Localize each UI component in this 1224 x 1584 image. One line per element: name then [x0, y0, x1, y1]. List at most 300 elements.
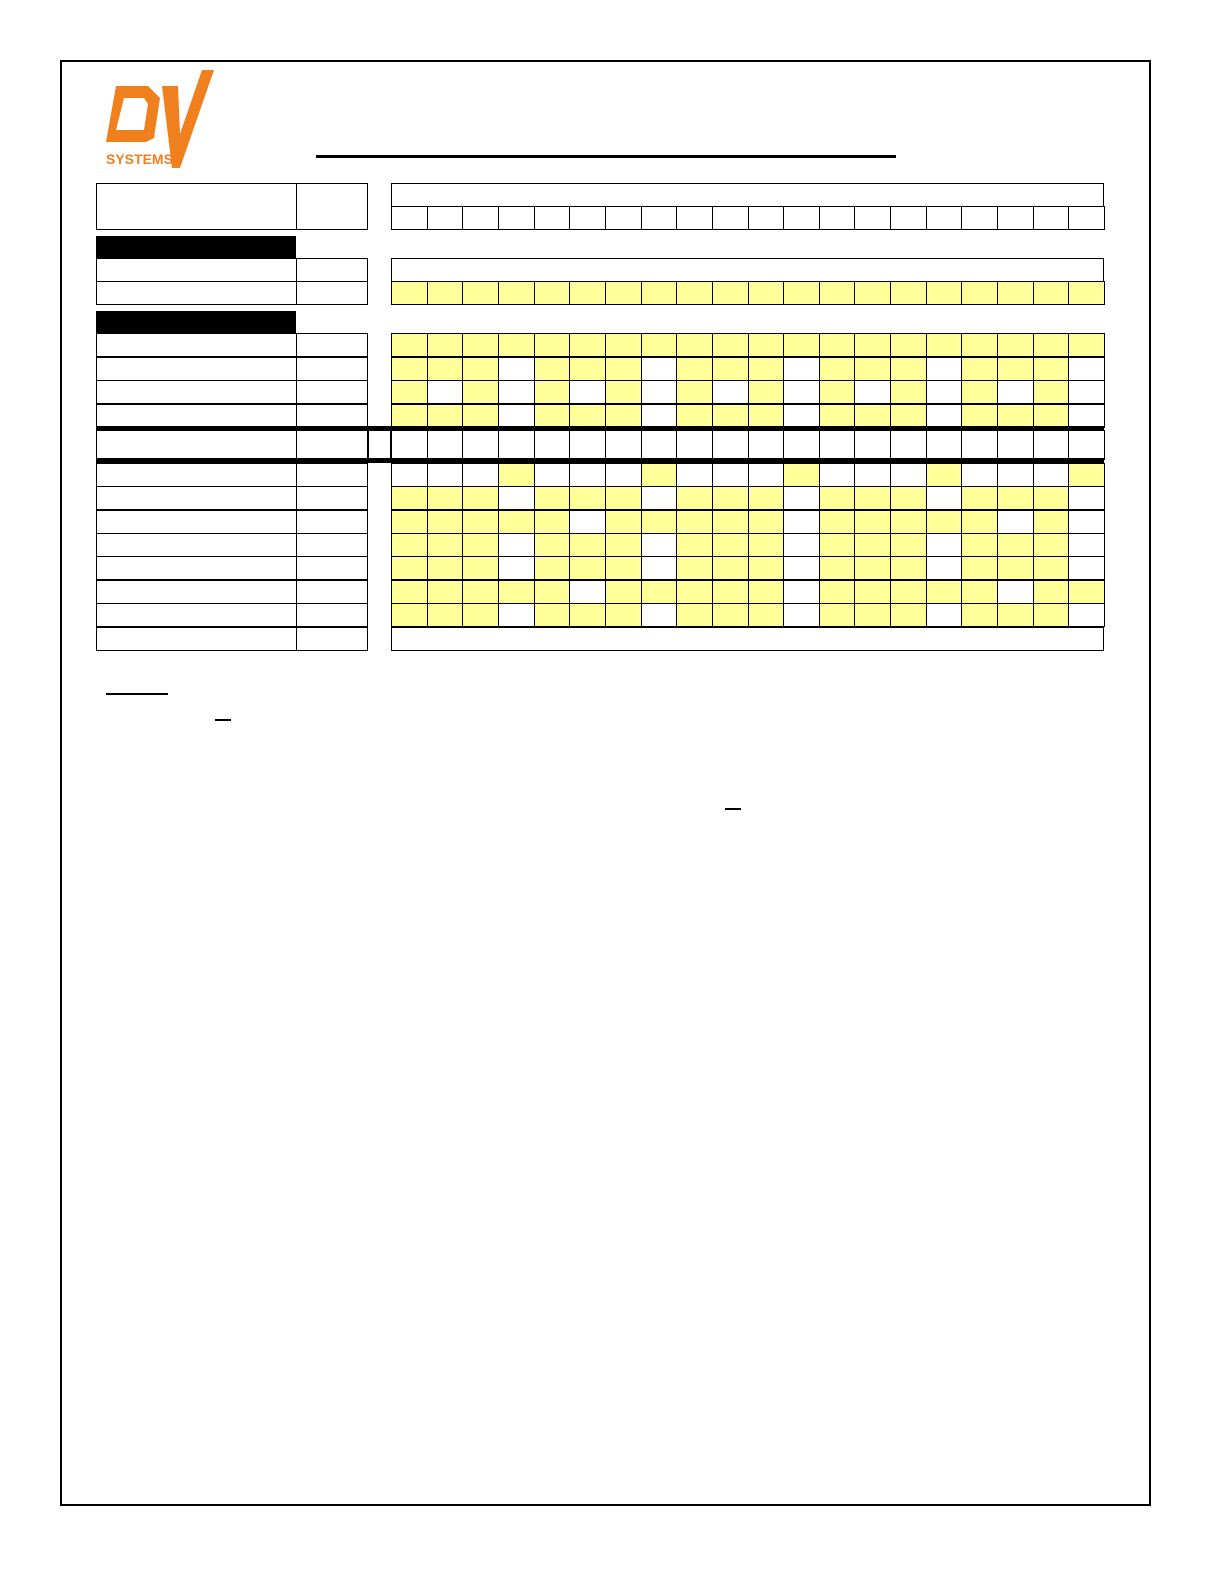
block-a-row-2-grid-col-16 [926, 357, 963, 381]
block-b-row-4-grid-col-8 [641, 533, 678, 557]
block-a-row-2-grid-col-4 [498, 357, 535, 381]
block-b-row-7-grid-col-3 [462, 603, 499, 627]
header-grid-col-13 [819, 206, 856, 230]
block-a-row-3-grid-col-20 [1068, 380, 1105, 404]
row-s1-2-grid-col-14 [854, 281, 891, 305]
block-a-row-4-grid-col-12 [783, 404, 820, 428]
block-b-row-3-grid-col-16 [926, 510, 963, 534]
block-a-row-3-grid-col-9 [676, 380, 713, 404]
note-mark-2 [725, 808, 741, 810]
block-b-row-2-grid-col-20 [1068, 486, 1105, 510]
block-b-row-2-grid-col-9 [676, 486, 713, 510]
block-a-row-1-grid-col-13 [819, 333, 856, 357]
block-a-row-1-grid-col-7 [605, 333, 642, 357]
block-a-row-4-grid-col-10 [712, 404, 749, 428]
row-s1-1-grid-span [391, 258, 1104, 282]
block-b-row-6-grid-col-20 [1068, 580, 1105, 604]
block-b-row-5-value-cell [296, 556, 368, 580]
block-b-row-7-grid-col-17 [961, 603, 998, 627]
row-s1-1-value-cell [296, 258, 368, 282]
header-grid-col-2 [427, 206, 464, 230]
block-a-row-3-grid-col-8 [641, 380, 678, 404]
block-b-row-5-grid-col-16 [926, 556, 963, 580]
block-b-row-4-label-cell [96, 533, 297, 557]
header-grid-col-1 [391, 206, 428, 230]
block-b-row-1-label-cell [96, 463, 297, 487]
block-b-row-5-grid-col-2 [427, 556, 464, 580]
block-a-row-2-grid-col-2 [427, 357, 464, 381]
block-b-row-7-grid-col-2 [427, 603, 464, 627]
block-b-row-1-grid-col-13 [819, 463, 856, 487]
block-a-row-2-grid-col-12 [783, 357, 820, 381]
block-a-row-1-grid-col-16 [926, 333, 963, 357]
spacer-row-grid-col-16 [926, 430, 963, 460]
block-a-row-1-grid-col-2 [427, 333, 464, 357]
block-a-row-3-grid-col-2 [427, 380, 464, 404]
block-a-row-1-grid-col-19 [1033, 333, 1070, 357]
block-b-row-1-grid-col-4 [498, 463, 535, 487]
block-a-row-4-grid-col-18 [997, 404, 1034, 428]
block-b-row-7-grid-col-12 [783, 603, 820, 627]
block-a-row-2-grid-col-8 [641, 357, 678, 381]
row-s1-2-label-cell [96, 281, 297, 305]
block-a-row-4-grid-col-16 [926, 404, 963, 428]
company-logo [104, 68, 220, 170]
block-b-row-7-grid-col-13 [819, 603, 856, 627]
row-s1-2-grid-col-4 [498, 281, 535, 305]
block-b-row-2-grid-col-15 [890, 486, 927, 510]
block-a-row-4-value-cell [296, 404, 368, 428]
block-a-row-3-grid-col-11 [748, 380, 785, 404]
spacer-row-grid-col-7 [605, 430, 642, 460]
block-b-row-6-grid-col-17 [961, 580, 998, 604]
row-s1-2-grid-col-10 [712, 281, 749, 305]
block-b-row-7-grid-col-1 [391, 603, 428, 627]
block-a-row-2-grid-col-9 [676, 357, 713, 381]
block-a-row-2-grid-col-17 [961, 357, 998, 381]
block-a-row-3-grid-col-6 [569, 380, 606, 404]
row-s1-2-grid-col-6 [569, 281, 606, 305]
spacer-row-grid-col-19 [1033, 430, 1070, 460]
block-b-row-6-grid-col-14 [854, 580, 891, 604]
spacer-row-grid-col-13 [819, 430, 856, 460]
block-b-row-7-grid-col-6 [569, 603, 606, 627]
header-grid-title-cell [391, 183, 1104, 207]
row-s1-2-grid-col-2 [427, 281, 464, 305]
row-s1-2-grid-col-19 [1033, 281, 1070, 305]
row-s1-2-grid-col-3 [462, 281, 499, 305]
spacer-row-label-cell [96, 430, 297, 460]
block-b-row-1-grid-col-1 [391, 463, 428, 487]
block-b-row-4-grid-col-10 [712, 533, 749, 557]
spacer-row-grid-col-2 [427, 430, 464, 460]
block-b-row-3-grid-col-1 [391, 510, 428, 534]
block-b-row-6-grid-col-7 [605, 580, 642, 604]
header-grid-col-18 [997, 206, 1034, 230]
block-a-row-1-value-cell [296, 333, 368, 357]
spacer-row-value-cell [296, 430, 368, 460]
block-b-row-1-value-cell [296, 463, 368, 487]
block-a-row-3-grid-col-14 [854, 380, 891, 404]
block-b-row-6-grid-col-3 [462, 580, 499, 604]
block-b-row-4-value-cell [296, 533, 368, 557]
spacer-gap-cell [368, 430, 391, 460]
header-grid-col-19 [1033, 206, 1070, 230]
block-b-row-5-grid-col-5 [534, 556, 571, 580]
block-a-row-1-grid-col-17 [961, 333, 998, 357]
block-b-row-1-grid-col-14 [854, 463, 891, 487]
block-a-row-4-grid-col-6 [569, 404, 606, 428]
block-b-row-5-grid-col-15 [890, 556, 927, 580]
header-grid-col-6 [569, 206, 606, 230]
block-b-row-6-grid-col-19 [1033, 580, 1070, 604]
block-b-row-3-grid-col-14 [854, 510, 891, 534]
logo-text: SYSTEMS [106, 151, 173, 167]
block-b-row-5-grid-col-14 [854, 556, 891, 580]
block-a-row-4-grid-col-15 [890, 404, 927, 428]
row-s1-2-grid-col-1 [391, 281, 428, 305]
block-b-row-3-grid-col-13 [819, 510, 856, 534]
block-b-row-1-grid-col-10 [712, 463, 749, 487]
block-b-row-2-grid-col-12 [783, 486, 820, 510]
block-a-row-3-grid-col-3 [462, 380, 499, 404]
block-a-row-2-grid-col-10 [712, 357, 749, 381]
row-s1-2-grid-col-16 [926, 281, 963, 305]
spacer-row-grid-col-8 [641, 430, 678, 460]
last-row-label-cell [96, 627, 297, 651]
block-a-row-1-grid-col-8 [641, 333, 678, 357]
block-b-row-2-grid-col-1 [391, 486, 428, 510]
header-grid-col-16 [926, 206, 963, 230]
block-b-row-6-value-cell [296, 580, 368, 604]
block-a-row-2-grid-col-5 [534, 357, 571, 381]
block-b-row-5-grid-col-18 [997, 556, 1034, 580]
block-a-row-1-grid-col-9 [676, 333, 713, 357]
block-b-row-4-grid-col-12 [783, 533, 820, 557]
block-a-row-3-grid-col-1 [391, 380, 428, 404]
block-b-row-2-value-cell [296, 486, 368, 510]
spacer-row-grid-col-17 [961, 430, 998, 460]
block-b-row-2-grid-col-3 [462, 486, 499, 510]
row-s1-2-grid-col-17 [961, 281, 998, 305]
block-b-row-7-label-cell [96, 603, 297, 627]
header-grid-col-14 [854, 206, 891, 230]
spacer-row-grid-col-1 [391, 430, 428, 460]
block-a-row-2-grid-col-20 [1068, 357, 1105, 381]
header-grid-col-9 [676, 206, 713, 230]
block-b-row-4-grid-col-17 [961, 533, 998, 557]
block-b-row-1-grid-col-5 [534, 463, 571, 487]
block-b-row-3-label-cell [96, 510, 297, 534]
block-b-row-3-grid-col-9 [676, 510, 713, 534]
block-a-row-3-grid-col-5 [534, 380, 571, 404]
block-b-row-5-grid-col-3 [462, 556, 499, 580]
block-a-row-4-grid-col-2 [427, 404, 464, 428]
block-a-row-3-grid-col-13 [819, 380, 856, 404]
row-s1-2-grid-col-15 [890, 281, 927, 305]
block-b-row-7-grid-col-18 [997, 603, 1034, 627]
row-s1-2-grid-col-18 [997, 281, 1034, 305]
last-row-value-cell [296, 627, 368, 651]
block-b-row-4-grid-col-16 [926, 533, 963, 557]
header-label-cell [96, 183, 297, 230]
block-b-row-2-label-cell [96, 486, 297, 510]
block-b-row-3-grid-col-3 [462, 510, 499, 534]
block-b-row-6-grid-col-9 [676, 580, 713, 604]
block-b-row-7-grid-col-9 [676, 603, 713, 627]
row-s1-2-value-cell [296, 281, 368, 305]
block-b-row-6-grid-col-8 [641, 580, 678, 604]
spacer-row-grid-col-10 [712, 430, 749, 460]
block-a-row-4-label-cell [96, 404, 297, 428]
block-b-row-4-grid-col-1 [391, 533, 428, 557]
block-a-row-3-grid-col-4 [498, 380, 535, 404]
block-b-row-5-grid-col-12 [783, 556, 820, 580]
spacer-row-grid-col-5 [534, 430, 571, 460]
block-a-row-1-grid-col-18 [997, 333, 1034, 357]
block-b-row-1-grid-col-2 [427, 463, 464, 487]
block-b-row-3-grid-col-20 [1068, 510, 1105, 534]
header-grid-col-8 [641, 206, 678, 230]
block-b-row-7-grid-col-5 [534, 603, 571, 627]
row-s1-2-grid-col-13 [819, 281, 856, 305]
block-b-row-6-grid-col-11 [748, 580, 785, 604]
block-b-row-1-grid-col-16 [926, 463, 963, 487]
row-s1-2-grid-col-5 [534, 281, 571, 305]
block-b-row-5-grid-col-19 [1033, 556, 1070, 580]
block-b-row-3-grid-col-2 [427, 510, 464, 534]
block-b-row-4-grid-col-13 [819, 533, 856, 557]
block-b-row-7-grid-col-14 [854, 603, 891, 627]
block-a-row-4-grid-col-8 [641, 404, 678, 428]
block-a-row-1-grid-col-12 [783, 333, 820, 357]
block-a-row-3-grid-col-18 [997, 380, 1034, 404]
block-b-row-4-grid-col-19 [1033, 533, 1070, 557]
spacer-row-grid-col-9 [676, 430, 713, 460]
block-a-row-2-grid-col-1 [391, 357, 428, 381]
block-b-row-2-grid-col-10 [712, 486, 749, 510]
header-grid-col-12 [783, 206, 820, 230]
section-bar-2 [96, 311, 296, 333]
block-b-row-1-grid-col-20 [1068, 463, 1105, 487]
block-b-row-6-grid-col-15 [890, 580, 927, 604]
block-b-row-1-grid-col-9 [676, 463, 713, 487]
block-b-row-5-grid-col-7 [605, 556, 642, 580]
block-b-row-5-grid-col-17 [961, 556, 998, 580]
block-a-row-2-label-cell [96, 357, 297, 381]
block-a-row-2-grid-col-13 [819, 357, 856, 381]
block-b-row-3-grid-col-18 [997, 510, 1034, 534]
row-s1-2-grid-col-8 [641, 281, 678, 305]
block-b-row-7-grid-col-20 [1068, 603, 1105, 627]
block-a-row-3-grid-col-10 [712, 380, 749, 404]
block-b-row-6-grid-col-5 [534, 580, 571, 604]
block-b-row-1-grid-col-12 [783, 463, 820, 487]
block-b-row-1-grid-col-15 [890, 463, 927, 487]
spacer-row-grid-col-11 [748, 430, 785, 460]
block-b-row-7-grid-col-19 [1033, 603, 1070, 627]
block-b-row-7-grid-col-7 [605, 603, 642, 627]
header-grid-col-20 [1068, 206, 1105, 230]
header-grid-col-15 [890, 206, 927, 230]
block-b-row-6-grid-col-1 [391, 580, 428, 604]
block-b-row-7-grid-col-10 [712, 603, 749, 627]
block-a-row-4-grid-col-17 [961, 404, 998, 428]
block-a-row-4-grid-col-4 [498, 404, 535, 428]
block-b-row-1-grid-col-18 [997, 463, 1034, 487]
spacer-row-grid-col-12 [783, 430, 820, 460]
block-a-row-2-grid-col-3 [462, 357, 499, 381]
block-b-row-5-grid-col-8 [641, 556, 678, 580]
block-b-row-4-grid-col-7 [605, 533, 642, 557]
header-grid-col-11 [748, 206, 785, 230]
block-a-row-1-grid-col-5 [534, 333, 571, 357]
block-b-row-4-grid-col-18 [997, 533, 1034, 557]
block-b-row-3-grid-col-10 [712, 510, 749, 534]
block-b-row-5-grid-col-1 [391, 556, 428, 580]
spacer-row-grid-col-3 [462, 430, 499, 460]
block-a-row-1-grid-col-6 [569, 333, 606, 357]
block-b-row-6-grid-col-16 [926, 580, 963, 604]
block-b-row-3-grid-col-17 [961, 510, 998, 534]
block-b-row-3-grid-col-6 [569, 510, 606, 534]
block-b-row-5-grid-col-13 [819, 556, 856, 580]
block-a-row-3-grid-col-7 [605, 380, 642, 404]
block-b-row-4-grid-col-9 [676, 533, 713, 557]
block-b-row-1-grid-col-17 [961, 463, 998, 487]
block-b-row-3-grid-col-19 [1033, 510, 1070, 534]
block-b-row-5-grid-col-9 [676, 556, 713, 580]
spacer-row-grid-col-20 [1068, 430, 1105, 460]
block-b-row-4-grid-col-6 [569, 533, 606, 557]
header-value-cell [296, 183, 368, 230]
block-b-row-2-grid-col-6 [569, 486, 606, 510]
row-s1-1-label-cell [96, 258, 297, 282]
block-b-row-2-grid-col-16 [926, 486, 963, 510]
block-b-row-4-grid-col-5 [534, 533, 571, 557]
block-b-row-4-grid-col-15 [890, 533, 927, 557]
block-a-row-1-grid-col-1 [391, 333, 428, 357]
block-b-row-6-grid-col-6 [569, 580, 606, 604]
block-b-row-2-grid-col-7 [605, 486, 642, 510]
block-a-row-1-label-cell [96, 333, 297, 357]
header-grid-col-3 [462, 206, 499, 230]
block-b-row-1-grid-col-6 [569, 463, 606, 487]
block-b-row-2-grid-col-2 [427, 486, 464, 510]
block-b-row-3-grid-col-8 [641, 510, 678, 534]
block-b-row-2-grid-col-8 [641, 486, 678, 510]
block-a-row-4-grid-col-9 [676, 404, 713, 428]
block-b-row-1-grid-col-7 [605, 463, 642, 487]
block-a-row-4-grid-col-19 [1033, 404, 1070, 428]
block-a-row-4-grid-col-1 [391, 404, 428, 428]
block-b-row-4-grid-col-4 [498, 533, 535, 557]
notes-heading-underline [106, 693, 168, 695]
block-a-row-4-grid-col-11 [748, 404, 785, 428]
block-b-row-1-grid-col-3 [462, 463, 499, 487]
block-b-row-5-grid-col-4 [498, 556, 535, 580]
block-b-row-3-value-cell [296, 510, 368, 534]
last-row-grid-span [391, 627, 1104, 651]
block-a-row-2-value-cell [296, 357, 368, 381]
block-b-row-3-grid-col-12 [783, 510, 820, 534]
section-bar-1 [96, 236, 296, 258]
block-a-row-2-grid-col-19 [1033, 357, 1070, 381]
note-mark-1 [215, 719, 231, 721]
block-b-row-6-grid-col-18 [997, 580, 1034, 604]
block-b-row-7-value-cell [296, 603, 368, 627]
block-b-row-4-grid-col-20 [1068, 533, 1105, 557]
block-b-row-2-grid-col-17 [961, 486, 998, 510]
block-b-row-2-grid-col-5 [534, 486, 571, 510]
block-b-row-7-grid-col-11 [748, 603, 785, 627]
block-b-row-4-grid-col-3 [462, 533, 499, 557]
block-b-row-7-grid-col-15 [890, 603, 927, 627]
block-a-row-4-grid-col-13 [819, 404, 856, 428]
block-a-row-4-grid-col-14 [854, 404, 891, 428]
block-b-row-5-grid-col-20 [1068, 556, 1105, 580]
block-a-row-3-grid-col-16 [926, 380, 963, 404]
block-a-row-4-grid-col-5 [534, 404, 571, 428]
block-a-row-3-label-cell [96, 380, 297, 404]
block-a-row-3-grid-col-15 [890, 380, 927, 404]
block-a-row-2-grid-col-14 [854, 357, 891, 381]
block-a-row-2-grid-col-6 [569, 357, 606, 381]
header-grid-col-5 [534, 206, 571, 230]
block-a-row-2-grid-col-7 [605, 357, 642, 381]
block-a-row-3-grid-col-17 [961, 380, 998, 404]
block-a-row-3-value-cell [296, 380, 368, 404]
spacer-row-grid-col-4 [498, 430, 535, 460]
header-grid-col-17 [961, 206, 998, 230]
block-a-row-1-grid-col-15 [890, 333, 927, 357]
spacer-row-grid-col-6 [569, 430, 606, 460]
block-b-row-3-grid-col-4 [498, 510, 535, 534]
block-b-row-6-label-cell [96, 580, 297, 604]
block-a-row-1-grid-col-4 [498, 333, 535, 357]
spacer-row-grid-col-18 [997, 430, 1034, 460]
block-a-row-1-grid-col-10 [712, 333, 749, 357]
block-b-row-2-grid-col-11 [748, 486, 785, 510]
block-b-row-5-grid-col-11 [748, 556, 785, 580]
title-underline [316, 155, 896, 158]
row-s1-2-grid-col-7 [605, 281, 642, 305]
block-b-row-4-grid-col-14 [854, 533, 891, 557]
block-b-row-6-grid-col-10 [712, 580, 749, 604]
block-b-row-4-grid-col-11 [748, 533, 785, 557]
block-a-row-4-grid-col-3 [462, 404, 499, 428]
block-a-row-1-grid-col-14 [854, 333, 891, 357]
row-s1-2-grid-col-9 [676, 281, 713, 305]
block-b-row-3-grid-col-11 [748, 510, 785, 534]
row-s1-2-grid-col-11 [748, 281, 785, 305]
block-a-row-3-grid-col-19 [1033, 380, 1070, 404]
block-a-row-3-grid-col-12 [783, 380, 820, 404]
block-b-row-6-grid-col-2 [427, 580, 464, 604]
block-a-row-1-grid-col-3 [462, 333, 499, 357]
block-b-row-2-grid-col-4 [498, 486, 535, 510]
spacer-row-grid-col-14 [854, 430, 891, 460]
block-b-row-1-grid-col-8 [641, 463, 678, 487]
header-grid-col-10 [712, 206, 749, 230]
block-b-row-5-grid-col-6 [569, 556, 606, 580]
block-a-row-1-grid-col-20 [1068, 333, 1105, 357]
block-b-row-6-grid-col-13 [819, 580, 856, 604]
header-grid-col-4 [498, 206, 535, 230]
block-b-row-4-grid-col-2 [427, 533, 464, 557]
block-b-row-5-grid-col-10 [712, 556, 749, 580]
spacer-row-grid-col-15 [890, 430, 927, 460]
